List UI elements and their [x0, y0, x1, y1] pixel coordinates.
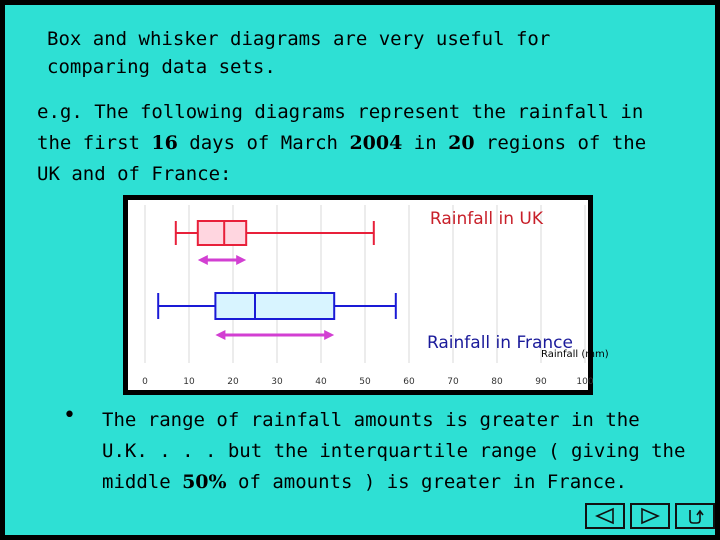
tick-label: 80 — [491, 377, 503, 387]
intro-line-2-c: in — [402, 132, 449, 154]
intro-line-2 — [37, 128, 697, 159]
tick-label: 70 — [447, 377, 459, 387]
percent-value: 50% — [182, 471, 227, 493]
bullet-line-2 — [102, 436, 702, 467]
intro-line-2-a: the first — [37, 132, 152, 154]
bullet-line-2-a: U.K. . . . — [102, 440, 228, 462]
intro-line-1: e.g. The following diagrams represent the rainfall in — [37, 101, 644, 123]
heading-line-2: comparing data sets. — [47, 56, 276, 78]
uk-series-label: Rainfall in UK — [429, 209, 543, 229]
bullet-line-3-b: of amounts ) is greater in France. — [226, 471, 627, 493]
tick-label: 0 — [142, 377, 148, 387]
france-series-label: Rainfall in France — [426, 333, 573, 353]
return-button[interactable] — [675, 503, 715, 529]
intro-text — [37, 97, 697, 190]
tick-label: 20 — [227, 377, 239, 387]
triangle-right-icon — [638, 507, 662, 525]
bullet-marker: • — [63, 403, 76, 428]
box-plot-chart — [123, 195, 609, 395]
tick-label: 50 — [359, 377, 371, 387]
bullet-line-2-b: but the interquartile range ( giving the — [227, 440, 686, 462]
intro-line-2-d: regions of the — [474, 132, 647, 154]
tick-label: 30 — [271, 377, 283, 387]
return-arrow-icon — [683, 506, 707, 526]
next-slide-button[interactable] — [630, 503, 670, 529]
iqr-box — [198, 221, 246, 245]
tick-label: 10 — [183, 377, 195, 387]
triangle-left-icon — [593, 507, 617, 525]
bullet-line-1: The range of rainfall amounts is greater in the — [102, 409, 640, 431]
heading-line-1: Box and whisker diagrams are very useful for — [47, 28, 551, 50]
previous-slide-button[interactable] — [585, 503, 625, 529]
tick-label: 40 — [315, 377, 327, 387]
tick-label: 100 — [576, 377, 594, 387]
intro-line-2-b: days of March — [177, 132, 350, 154]
bullet-line-3-a: middle — [102, 471, 183, 493]
days-number: 16 — [151, 132, 178, 154]
bullet-line-3 — [102, 467, 702, 498]
intro-line-3: UK and of France: — [37, 163, 232, 185]
x-axis-label: Rainfall (mm) — [541, 349, 609, 360]
tick-label: 90 — [535, 377, 547, 387]
regions-number: 20 — [448, 132, 475, 154]
bullet-text — [102, 405, 702, 498]
year-number: 2004 — [349, 132, 403, 154]
box-plot-svg — [123, 195, 609, 395]
slide-heading — [47, 25, 647, 81]
iqr-box — [215, 293, 334, 319]
tick-label: 60 — [403, 377, 415, 387]
